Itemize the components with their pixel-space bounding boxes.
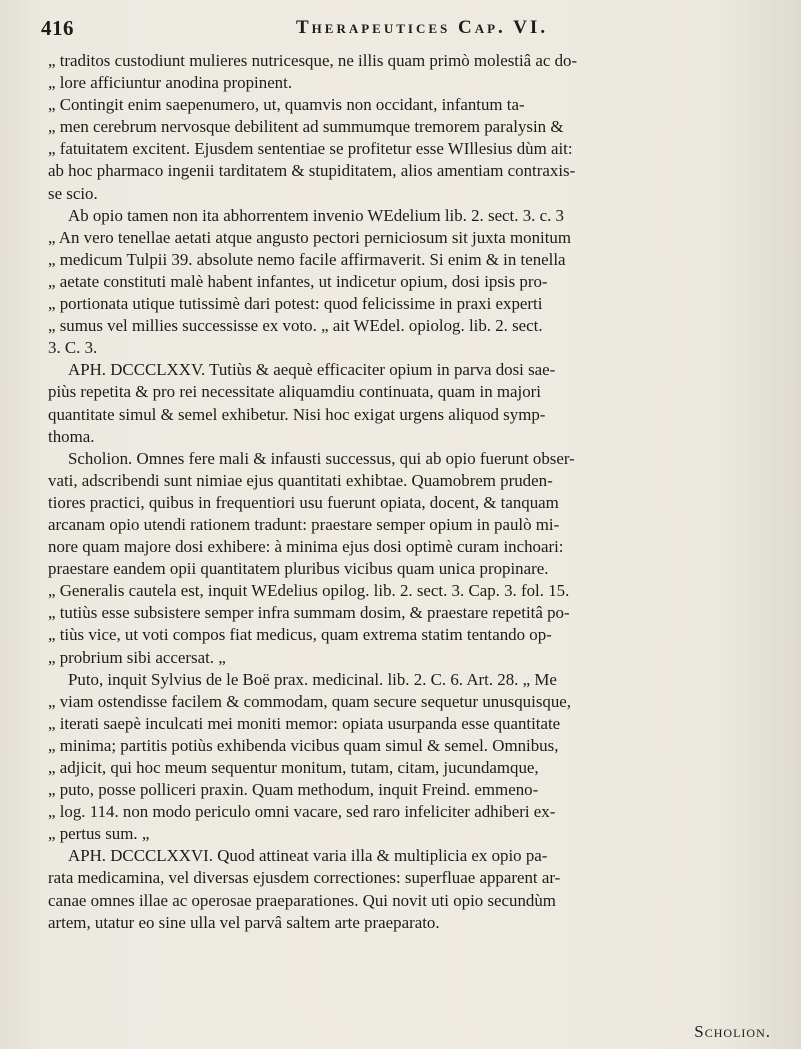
text-line: „ men cerebrum nervosque debilitent ad summumque tremorem paralysin & [48,117,564,137]
running-head: Therapeutices Cap. VI. [296,17,549,38]
text-line: praestare eandem opii quantitatem pluribus vicibus quam unica propinare. [48,559,549,579]
text-line: Ab opio tamen non ita abhorrentem invenio WEdelium lib. 2. sect. 3. c. 3 [68,205,564,225]
text-line: thoma. [48,426,95,446]
text-line: „ Generalis cautela est, inquit WEdelius opilog. lib. 2. sect. 3. Cap. 3. fol. 15. [48,581,570,601]
text-line: arcanam opio utendi rationem tradunt: praestare semper opium in paulò mi- [48,514,560,534]
text-line: „ portionata utique tutissimè dari potest: quod felicissime in praxi experti [48,294,543,314]
text-line: se scio. [48,183,98,203]
text-line: „ tutiùs esse subsistere semper infra summam dosim, & praestare repetitâ po- [48,603,570,623]
text-line: „ tiùs vice, ut voti compos fiat medicus, quam extrema statim tentando op- [48,625,552,645]
text-line: „ probrium sibi accersat. „ [48,647,226,667]
text-line: Puto, inquit Sylvius de le Boë prax. medicinal. lib. 2. C. 6. Art. 28. „ Me [68,669,557,689]
text-line: piùs repetita & pro rei necessitate aliquamdiu continuata, quam in majori [48,382,541,402]
text-line: artem, utatur eo sine ulla vel parvâ saltem arte praeparato. [48,912,440,932]
body-text [48,50,767,934]
text-line: „ puto, posse polliceri praxin. Quam methodum, inquit Freind. emmeno- [48,780,539,800]
text-line: 3. C. 3. [48,338,98,358]
text-line: ab hoc pharmaco ingenii tarditatem & stupiditatem, alios amentiam contraxis- [48,161,576,181]
text-line: „ viam ostendisse facilem & commodam, quam secure sequetur unusquisque, [48,691,572,711]
aphorism-line: APH. DCCCLXXVI. Quod attineat varia illa & multiplicia ex opio pa- [68,846,548,866]
text-line: „ log. 114. non modo periculo omni vacare, sed raro infeliciter adhiberi ex- [48,802,556,822]
text-line: „ aetate constituti malè habent infantes, ut indicetur opium, dosi ipsis pro- [48,271,548,291]
text-line: „ An vero tenellae aetati atque angusto pectori perniciosum sit juxta monitum [48,227,571,247]
text-line: „ medicum Tulpii 39. absolute nemo facile affirmaverit. Si enim & in tenella [48,249,566,269]
text-line: „ iterati saepè inculcati mei moniti memor: opiata usurpanda esse quantitate [48,713,561,733]
text-line: „ pertus sum. „ [48,824,150,844]
text-line: tiores practici, quibus in frequentiori usu fuerunt opiata, docent, & tanquam [48,492,559,512]
text-line: „ minima; partitis potiùs exhibenda vicibus quam simul & semel. Omnibus, [48,735,559,755]
text-line: canae omnes illae ac operosae praeparationes. Qui novit uti opio secundùm [48,890,556,910]
text-line: quantitate simul & semel exhibetur. Nisi hoc exigat urgens aliquod symp- [48,404,546,424]
text-line: rata medicamina, vel diversas ejusdem correctiones: superfluae apparent ar- [48,868,561,888]
text-line: vati, adscribendi sunt nimiae ejus quantitati exhibtae. Quamobrem pruden- [48,470,553,490]
aphorism-line: APH. DCCCLXXV. Tutiùs & aequè efficaciter opium in parva dosi sae- [68,360,556,380]
page-header [30,14,771,50]
scholion-line: Scholion. Omnes fere mali & infausti successus, qui ab opio fuerunt obser- [68,448,575,468]
catchword: Scholion. [694,1022,771,1041]
text-line: „ traditos custodiunt mulieres nutricesque, ne illis quam primò molestiâ ac do- [48,51,578,70]
text-line: „ lore afficiuntur anodina propinent. [48,73,293,93]
text-line: „ Contingit enim saepenumero, ut, quamvis non occidant, infantum ta- [48,95,525,115]
text-line: nore quam majore dosi exhibere: à minima ejus dosi optimè curam inchoari: [48,537,564,557]
text-line: „ fatuitatem excitent. Ejusdem sententiae se profitetur esse WIllesius dùm ait: [48,139,573,159]
text-line: „ sumus vel millies successisse ex voto. „ ait WEdel. opiolog. lib. 2. sect. [48,316,543,336]
page-number: 416 [41,16,74,40]
text-line: „ adjicit, qui hoc meum sequentur monitum, tutam, citam, jucundamque, [48,758,539,777]
